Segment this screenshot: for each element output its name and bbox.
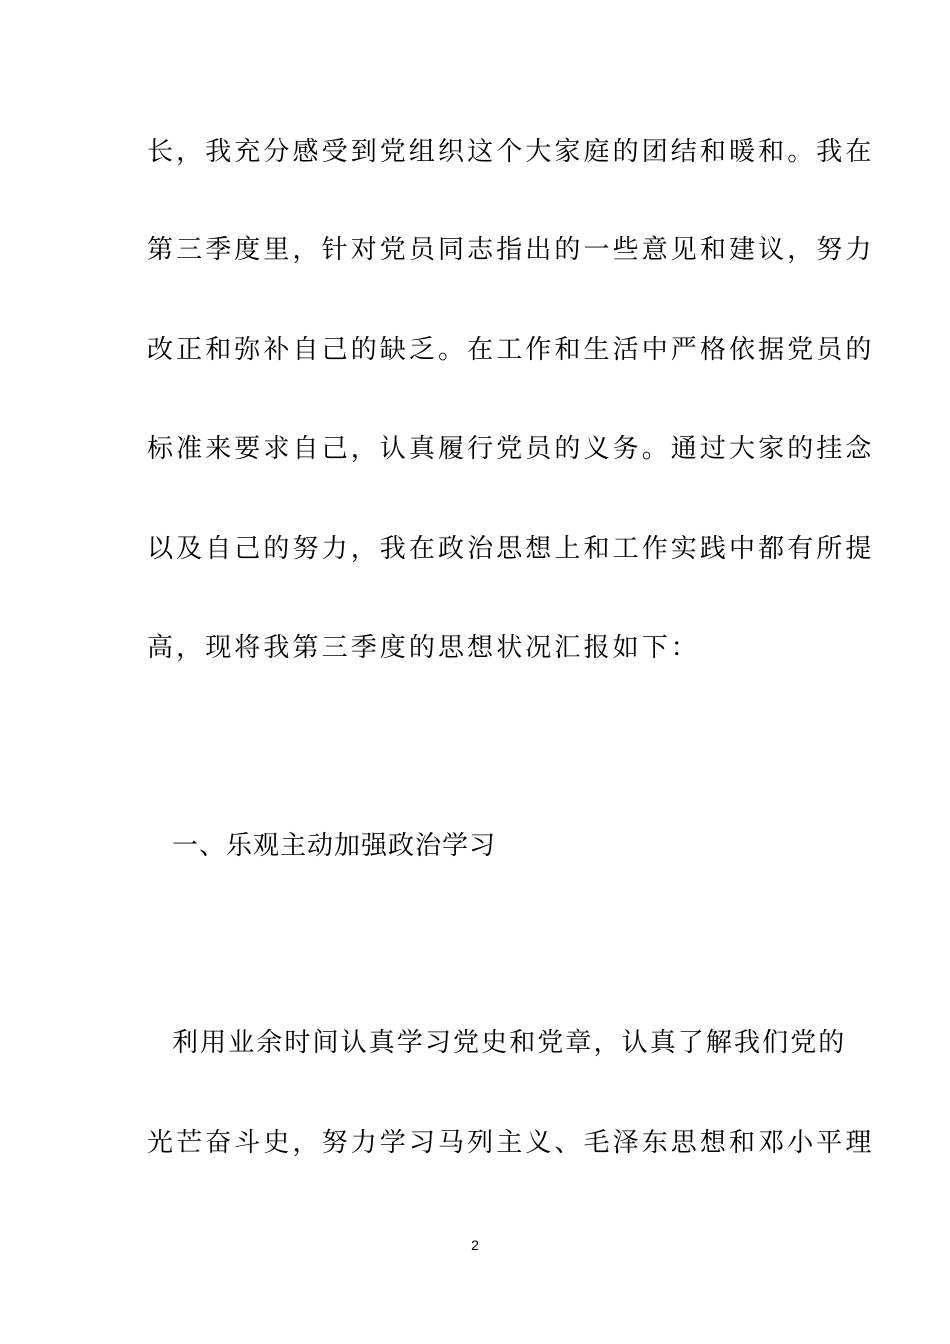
paragraph-line: 高，现将我第三季度的思想状况汇报如下： [147,633,700,663]
paragraph-line: 长，我充分感受到党组织这个大家庭的团结和暖和。我在 [147,137,875,167]
paragraph-line: 改正和弥补自己的缺乏。在工作和生活中严格依据党员的 [147,335,875,365]
paragraph-line: 第三季度里，针对党员同志指出的一些意见和建议，努力 [147,235,875,265]
page-number: 2 [471,1237,479,1253]
section-heading: 一、乐观主动加强政治学习 [172,831,497,861]
paragraph-line: 标准来要求自己，认真履行党员的义务。通过大家的挂念 [147,434,875,464]
paragraph-line: 利用业余时间认真学习党史和党章，认真了解我们党的 [172,1028,847,1058]
paragraph-line: 光芒奋斗史，努力学习马列主义、毛泽东思想和邓小平理 [147,1128,875,1158]
paragraph-line: 以及自己的努力，我在政治思想上和工作实践中都有所提 [147,534,875,564]
